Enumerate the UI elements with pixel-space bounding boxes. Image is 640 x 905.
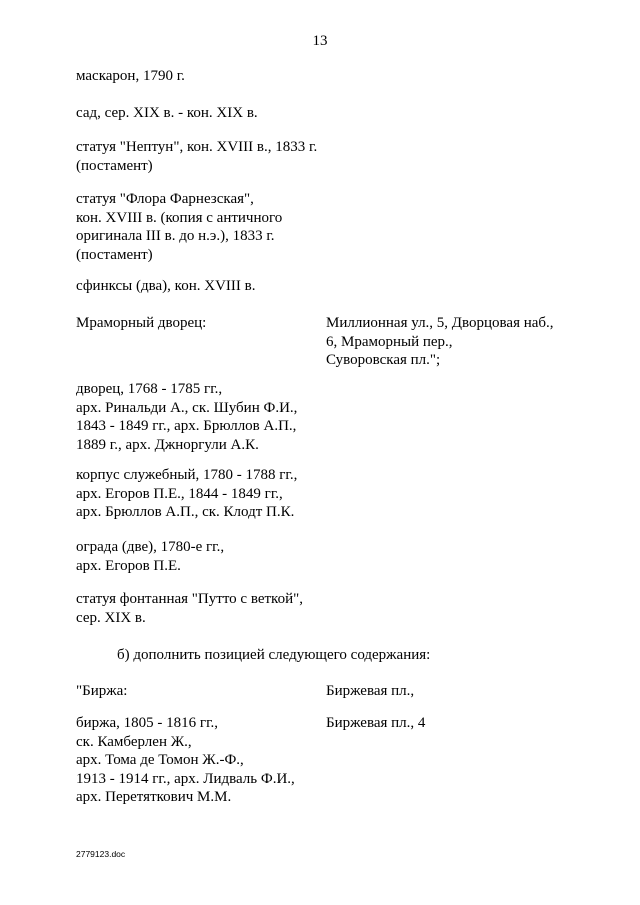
list-item: маскарон, 1790 г. [76,68,185,84]
list-item: ограда (две), 1780-е гг., арх. Егоров П.Е. [76,539,225,574]
list-item: статуя "Нептун", кон. XVIII в., 1833 г. (постамент) [76,139,318,174]
list-item: корпус служебный, 1780 - 1788 гг., арх. Егоров П.Е., 1844 - 1849 гг., арх. Брюллов А.П., ск. Клодт П.К. [76,467,298,520]
section-title: Мраморный дворец: [76,315,207,331]
list-item: сад, сер. XIX в. - кон. XIX в. [76,105,258,121]
section-address: Миллионная ул., 5, Дворцовая наб., 6, Мраморный пер., Суворовская пл."; [326,315,554,368]
section-title: "Биржа: [76,683,128,699]
list-item: статуя "Флора Фарнезская", кон. XVIII в. (копия с античного оригинала III в. до н.э.), 1833 г. (постамент) [76,191,283,263]
list-item: статуя фонтанная "Путто с веткой", сер. XIX в. [76,591,303,626]
footer-filename: 2779123.doc [76,849,126,859]
instruction-text: б) дополнить позицией следующего содержания: [117,647,431,663]
list-item: дворец, 1768 - 1785 гг., арх. Ринальди А., ск. Шубин Ф.И., 1843 - 1849 гг., арх. Брюллов А.П., 1889 г., арх. Джноргули А.К. [76,381,298,453]
item-address: Биржевая пл., 4 [326,715,426,731]
page-number: 13 [312,33,328,49]
list-item: биржа, 1805 - 1816 гг., ск. Камберлен Ж., арх. Тома де Томон Ж.-Ф., 1913 - 1914 гг., арх. Лидваль Ф.И., арх. Перетяткович М.М. [76,715,295,805]
list-item: сфинксы (два), кон. XVIII в. [76,278,256,294]
section-address: Биржевая пл., [326,683,415,699]
